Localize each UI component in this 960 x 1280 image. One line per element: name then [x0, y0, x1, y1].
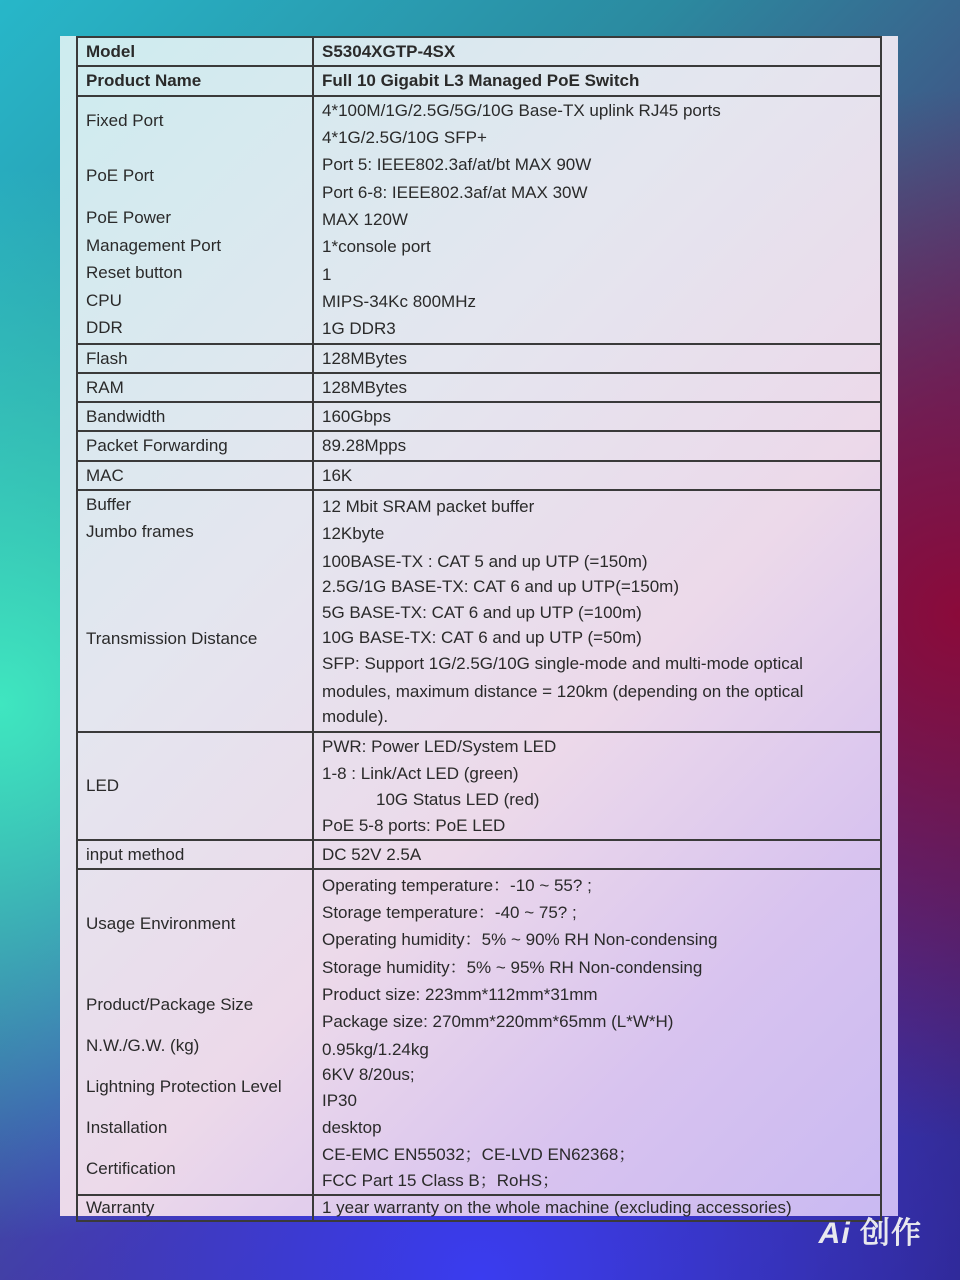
- warranty-value: 1 year warranty on the whole machine (excluding accessories): [313, 1195, 881, 1221]
- value-line: desktop: [322, 1118, 382, 1138]
- table-row-environment: [77, 869, 881, 1195]
- value-line: Product size: 223mm*112mm*31mm: [322, 984, 598, 1004]
- warranty-label: Warranty: [77, 1195, 313, 1221]
- value-line: Operating temperature：-10 ~ 55? ;: [322, 875, 592, 895]
- table-row: [77, 431, 881, 460]
- value-line: Package size: 270mm*220mm*65mm (L*W*H): [322, 1012, 674, 1032]
- value-line: Port 5: IEEE802.3af/at/bt MAX 90W: [322, 155, 592, 175]
- value-line: 1: [322, 264, 332, 284]
- value-line: 4*1G/2.5G/10G SFP+: [322, 128, 487, 148]
- value-line: FCC Part 15 Class B；RoHS；: [322, 1170, 560, 1190]
- value-line: module).: [322, 706, 389, 726]
- model-value: S5304XGTP-4SX: [313, 37, 881, 66]
- value-line: 5G BASE-TX: CAT 6 and up UTP (=100m): [322, 603, 642, 623]
- mac-value: 16K: [313, 461, 881, 490]
- value-line: 10G Status LED (red): [376, 789, 540, 809]
- environment-labels: [77, 869, 313, 1195]
- value-line: 4*100M/1G/2.5G/5G/10G Base-TX uplink RJ45 ports: [322, 100, 721, 120]
- label-installation: Installation: [86, 1118, 168, 1138]
- value-line: 12 Mbit SRAM packet buffer: [322, 497, 535, 517]
- table-row: [77, 344, 881, 373]
- value-line: 0.95kg/1.24kg: [322, 1039, 429, 1059]
- label-management-port: Management Port: [86, 235, 222, 255]
- label-ddr: DDR: [86, 317, 123, 337]
- value-line: Storage humidity：5% ~ 95% RH Non-condensing: [322, 957, 703, 977]
- flash-value: 128MBytes: [313, 344, 881, 373]
- packet-forwarding-label: Packet Forwarding: [77, 431, 313, 460]
- spec-table: [76, 36, 882, 1222]
- value-line: IP30: [322, 1090, 357, 1110]
- label-poe-port: PoE Port: [86, 165, 155, 185]
- value-line: MAX 120W: [322, 209, 408, 229]
- ai-creation-watermark: [819, 1208, 922, 1252]
- input-method-label: input method: [77, 840, 313, 869]
- spec-sheet: [60, 36, 898, 1216]
- label-buffer: Buffer: [86, 495, 132, 515]
- mac-label: MAC: [77, 461, 313, 490]
- led-values: [313, 732, 881, 840]
- value-line: 1-8 : Link/Act LED (green): [322, 764, 519, 784]
- value-line: 12Kbyte: [322, 524, 385, 544]
- flash-label: Flash: [77, 344, 313, 373]
- table-row: [77, 373, 881, 402]
- label-reset-button: Reset button: [86, 262, 183, 282]
- environment-values: [313, 869, 881, 1195]
- bandwidth-label: Bandwidth: [77, 402, 313, 431]
- value-line: SFP: Support 1G/2.5G/10G single-mode and multi-mode optical: [322, 654, 803, 674]
- label-transmission-distance: Transmission Distance: [86, 629, 258, 649]
- value-line: Operating humidity：5% ~ 90% RH Non-condensing: [322, 930, 718, 950]
- value-line: 10G BASE-TX: CAT 6 and up UTP (=50m): [322, 628, 642, 648]
- table-row: [77, 461, 881, 490]
- value-line: PWR: Power LED/System LED: [322, 737, 557, 757]
- table-row: [77, 402, 881, 431]
- label-weight: N.W./G.W. (kg): [86, 1036, 200, 1056]
- table-row-led: [77, 732, 881, 840]
- input-method-value: DC 52V 2.5A: [313, 840, 881, 869]
- ram-label: RAM: [77, 373, 313, 402]
- value-line: PoE 5-8 ports: PoE LED: [322, 815, 506, 835]
- label-cpu: CPU: [86, 290, 122, 310]
- value-line: Storage temperature：-40 ~ 75? ;: [322, 903, 577, 923]
- value-line: modules, maximum distance = 120km (depending on the optical: [322, 681, 804, 701]
- ram-value: 128MBytes: [313, 373, 881, 402]
- model-label: Model: [77, 37, 313, 66]
- table-row: [77, 66, 881, 95]
- label-poe-power: PoE Power: [86, 207, 172, 227]
- watermark-text: 创作: [860, 1217, 922, 1250]
- label-usage-environment: Usage Environment: [86, 914, 236, 934]
- bandwidth-value: 160Gbps: [313, 402, 881, 431]
- value-line: 6KV 8/20us;: [322, 1064, 415, 1084]
- value-line: MIPS-34Kc 800MHz: [322, 291, 476, 311]
- label-lightning-protection: Lightning Protection Level: [86, 1077, 282, 1097]
- product-name-label: Product Name: [77, 66, 313, 95]
- hardware-labels: [77, 96, 313, 344]
- transmission-values: [313, 490, 881, 732]
- label-certification: Certification: [86, 1159, 176, 1179]
- table-row-transmission: [77, 490, 881, 732]
- table-row-hardware: [77, 96, 881, 344]
- packet-forwarding-value: 89.28Mpps: [313, 431, 881, 460]
- label-fixed-port: Fixed Port: [86, 110, 164, 130]
- hardware-values: [313, 96, 881, 344]
- value-line: 1*console port: [322, 237, 431, 257]
- led-label: LED: [77, 732, 313, 840]
- label-jumbo-frames: Jumbo frames: [86, 522, 194, 542]
- transmission-labels: [77, 490, 313, 732]
- value-line: 1G DDR3: [322, 319, 396, 339]
- value-line: 100BASE-TX : CAT 5 and up UTP (=150m): [322, 551, 648, 571]
- label-product-package-size: Product/Package Size: [86, 995, 254, 1015]
- table-row: [77, 37, 881, 66]
- value-line: CE-EMC EN55032；CE-LVD EN62368；: [322, 1145, 636, 1165]
- value-line: Port 6-8: IEEE802.3af/at MAX 30W: [322, 182, 588, 202]
- table-row: [77, 1195, 881, 1221]
- table-row: [77, 840, 881, 869]
- watermark-ai-text: Ai: [818, 1217, 851, 1250]
- value-line: 2.5G/1G BASE-TX: CAT 6 and up UTP(=150m): [322, 577, 679, 597]
- product-name-value: Full 10 Gigabit L3 Managed PoE Switch: [313, 66, 881, 95]
